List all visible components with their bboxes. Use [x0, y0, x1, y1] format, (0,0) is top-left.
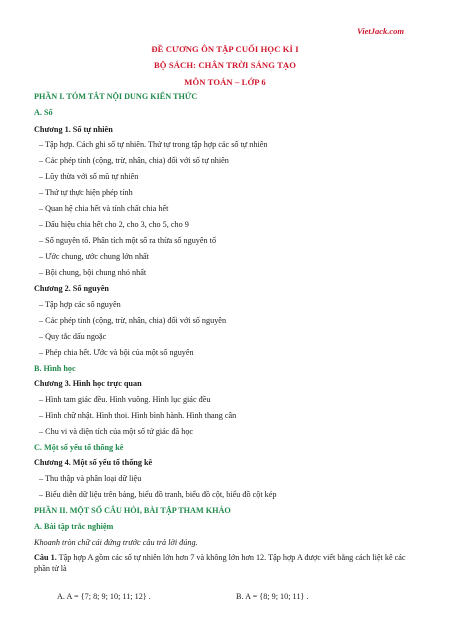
part2-heading: PHẦN II. MỘT SỐ CÂU HỎI, BÀI TẬP THAM KHẢO	[34, 506, 231, 515]
section-a-numbers: A. Số	[34, 108, 53, 117]
chapter4-title: Chương 4. Một số yếu tố thống kê	[34, 458, 153, 467]
brand-watermark: VietJack.com	[357, 26, 404, 36]
chapter1-item: – Lũy thừa với số mũ tự nhiên	[39, 172, 139, 181]
book-series: BỘ SÁCH: CHÂN TRỜI SÁNG TẠO	[153, 60, 297, 70]
doc-title: ĐỀ CƯƠNG ÔN TẬP CUỐI HỌC KÌ I	[151, 44, 299, 54]
chapter2-title: Chương 2. Số nguyên	[34, 284, 109, 293]
instruction-text: Khoanh tròn chữ cái đứng trước câu trả lời đúng.	[34, 538, 198, 547]
subject-grade: MÔN TOÁN – LỚP 6	[184, 77, 266, 87]
question-1-option-a: A. A = {7; 8; 9; 10; 11; 12} .	[57, 592, 151, 601]
chapter4-item: – Biểu diễn dữ liệu trên bảng, biểu đồ tranh, biểu đồ cột, biểu đồ cột kép	[39, 490, 277, 499]
chapter1-item: – Tập hợp. Cách ghi số tự nhiên. Thứ tự trong tập hợp các số tự nhiên	[39, 140, 268, 149]
section-a-multiple-choice: A. Bài tập trắc nghiệm	[34, 522, 114, 531]
chapter3-title: Chương 3. Hình học trực quan	[34, 379, 142, 388]
chapter2-item: – Phép chia hết. Ước và bội của một số nguyên	[39, 348, 194, 357]
chapter1-item: – Bội chung, bội chung nhỏ nhất	[39, 268, 147, 277]
chapter3-item: – Hình chữ nhật. Hình thoi. Hình bình hành. Hình thang cân	[39, 411, 237, 420]
chapter2-item: – Tập hợp các số nguyên	[39, 300, 121, 309]
section-c-statistics: C. Một số yếu tố thống kê	[34, 443, 124, 452]
chapter1-item: – Thứ tự thực hiện phép tính	[39, 188, 133, 197]
chapter4-item: – Thu thập và phân loại dữ liệu	[39, 474, 142, 483]
chapter3-item: – Chu vi và diện tích của một số tứ giác đã học	[39, 427, 194, 436]
chapter1-item: – Dấu hiệu chia hết cho 2, cho 3, cho 5, cho 9	[39, 220, 189, 229]
chapter1-item: – Ước chung, ước chung lớn nhất	[39, 252, 149, 261]
question-1-label: Câu 1.	[34, 553, 57, 562]
question-1-text: Tập hợp A gồm các số tự nhiên lớn hơn 7 và không lớn hơn 12. Tập hợp A được viết bằng cách liệt kê các phần tử là	[34, 553, 406, 573]
question-1-option-b: B. A = {8; 9; 10; 11} .	[236, 592, 309, 601]
question-1	[34, 553, 416, 574]
part1-heading: PHẦN I. TÓM TẮT NỘI DUNG KIẾN THỨC	[34, 92, 198, 101]
chapter2-item: – Các phép tính (cộng, trừ, nhân, chia) đối với số nguyên	[39, 316, 227, 325]
chapter2-item: – Quy tắc dấu ngoặc	[39, 332, 107, 341]
chapter1-item: – Số nguyên tố. Phân tích một số ra thừa số nguyên tố	[39, 236, 217, 245]
chapter3-item: – Hình tam giác đều. Hình vuông. Hình lục giác đều	[39, 395, 211, 404]
chapter1-item: – Quan hệ chia hết và tính chất chia hết	[39, 204, 169, 213]
chapter1-title: Chương 1. Số tự nhiên	[34, 125, 113, 134]
chapter1-item: – Các phép tính (cộng, trừ, nhân, chia) đối với số tự nhiên	[39, 156, 229, 165]
section-b-geometry: B. Hình học	[34, 364, 76, 373]
